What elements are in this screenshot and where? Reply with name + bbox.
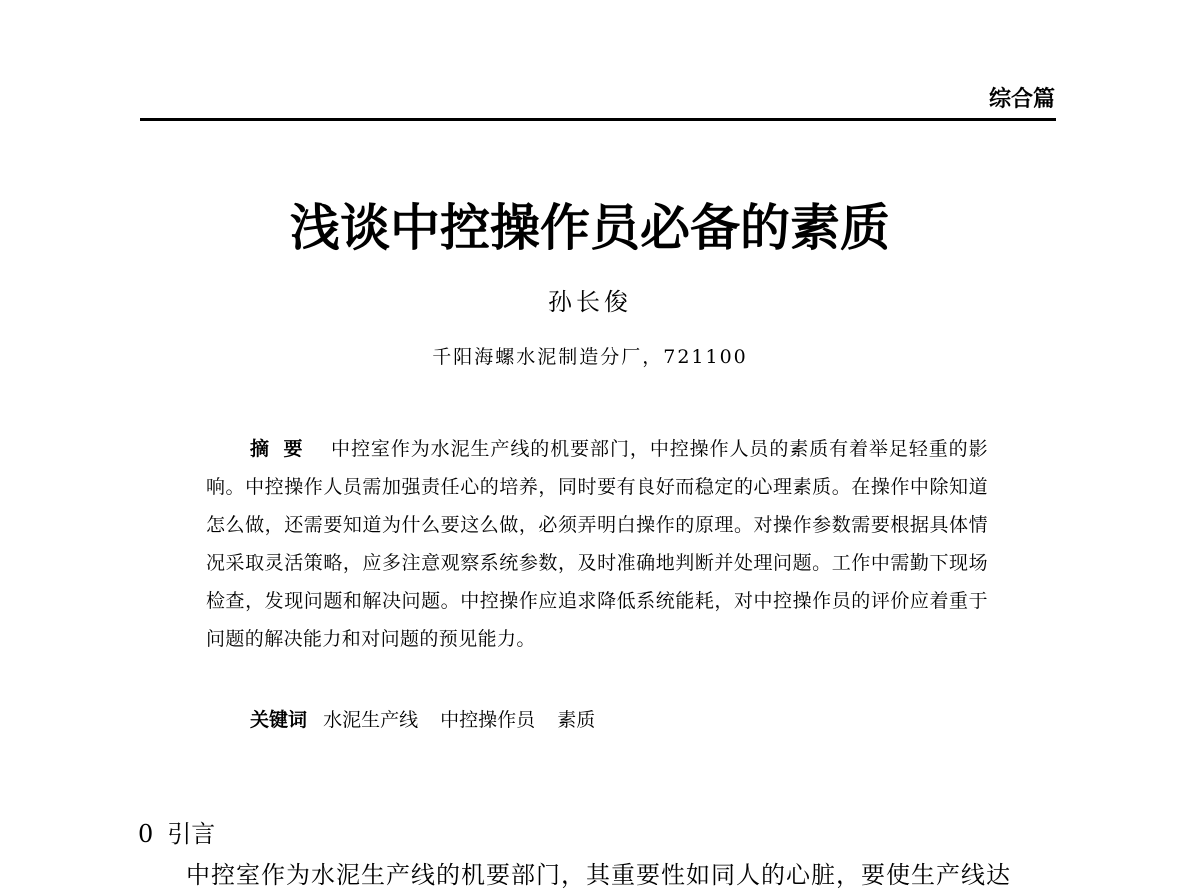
abstract-text: 中控室作为水泥生产线的机要部门，中控操作人员的素质有着举足轻重的影响。中控操作人员需加强责任心的培养，同时要有良好而稳定的心理素质。在操作中除知道怎么做，还需要知道为什么要这么做，必须弄明白操作的原理。对操作参数需要根据具体情况采取灵活策略，应多注意观察系统参数，及时准确地判断并处理问题。工作中需勤下现场检查，发现问题和解决问题。中控操作应追求降低系统能耗，对中控操作员的评价应着重于问题的解决能力和对问题的预见能力。 (206, 438, 988, 650)
section-number: 0 (138, 820, 154, 848)
article-title: 浅谈中控操作员必备的素质 (290, 198, 890, 257)
section-heading (138, 814, 215, 849)
keyword-item: 素质 (557, 709, 596, 731)
abstract-label: 摘要 (250, 438, 318, 460)
section-tag: 综合篇 (988, 87, 1055, 112)
section-title: 引言 (167, 820, 216, 848)
author-name: 孙长俊 (548, 288, 632, 316)
keyword-item: 水泥生产线 (323, 709, 419, 731)
body-paragraph: 中控室作为水泥生产线的机要部门，其重要性如同人的心脏，要使生产线达 (186, 861, 1011, 889)
abstract (206, 430, 988, 658)
keywords-label: 关键词 (250, 709, 308, 731)
keyword-item: 中控操作员 (440, 709, 536, 731)
header-rule (140, 118, 1056, 121)
keywords (250, 705, 611, 735)
author-affiliation: 千阳海螺水泥制造分厂，721100 (432, 346, 748, 368)
